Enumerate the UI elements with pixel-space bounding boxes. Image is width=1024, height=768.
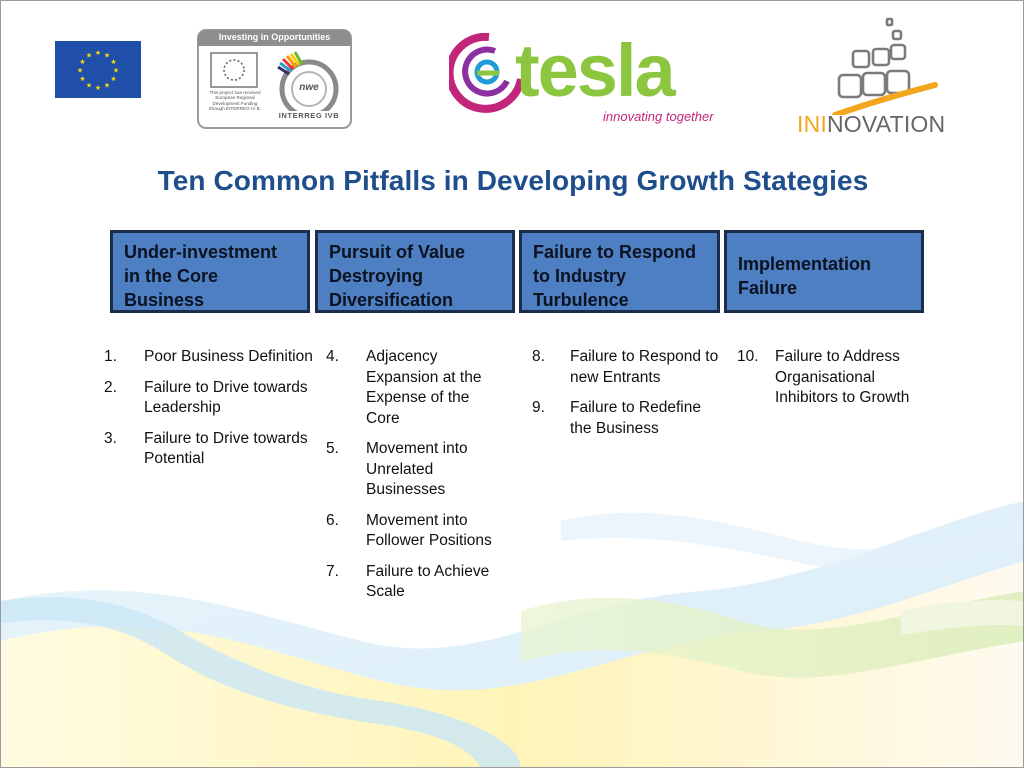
interreg-nwe-text: nwe: [299, 82, 319, 93]
eu-flag-logo: [55, 41, 141, 98]
list-item: [326, 439, 511, 501]
item-number: 9.: [532, 399, 545, 416]
item-number: 7.: [326, 562, 339, 580]
tesla-logo: [449, 31, 724, 127]
item-text: Movement into Unrelated Businesses: [366, 440, 468, 498]
list-item: [104, 347, 329, 368]
list-item: [532, 398, 722, 439]
category-heading-line: to Industry: [533, 265, 626, 286]
svg-text:★: ★: [103, 81, 111, 90]
svg-text:★: ★: [85, 51, 93, 60]
ininovation-wordmark: [797, 111, 945, 138]
list-item: [532, 347, 722, 388]
svg-text:★: ★: [79, 75, 86, 83]
item-text: Failure to Drive towards Leadership: [144, 378, 308, 416]
list-item: [104, 429, 329, 470]
item-text: Failure to Respond to new Entrants: [570, 348, 719, 386]
category-heading-line: Diversification: [329, 289, 454, 310]
item-text: Failure to Drive towards Potential: [144, 429, 308, 467]
category-heading-line: Failure to Respond: [533, 241, 697, 262]
item-number: 3.: [104, 429, 117, 447]
pitfall-list-turbulence: [532, 347, 722, 449]
item-number: 10.: [737, 348, 759, 365]
svg-text:★: ★: [110, 75, 117, 83]
interreg-footer: INTERREG IVB: [278, 111, 340, 120]
list-item: [326, 562, 511, 603]
item-text: Movement into Follower Positions: [366, 511, 492, 549]
category-heading-line: Failure: [738, 277, 798, 298]
category-heading-line: Turbulence: [533, 289, 629, 310]
list-item: [104, 378, 329, 419]
list-item: [737, 347, 937, 409]
item-number: 4.: [326, 348, 339, 365]
item-number: 1.: [104, 348, 117, 365]
interreg-header: Investing in Opportunities: [218, 32, 331, 42]
interreg-funding-text: This project has received European Regional Development Funding through INTERREG IV B.: [209, 90, 261, 112]
item-number: 5.: [326, 440, 339, 457]
item-text: Failure to Achieve Scale: [366, 562, 490, 600]
svg-text:★: ★: [76, 66, 84, 75]
category-heading-line: Implementation: [738, 253, 872, 274]
slide-title: Ten Common Pitfalls in Developing Growth Stategies: [157, 165, 869, 196]
pitfall-list-diversification: [326, 347, 511, 613]
category-heading-line: in the Core: [124, 265, 219, 286]
item-number: 6.: [326, 511, 339, 529]
pitfall-list-implementation: [737, 347, 937, 419]
item-number: 8.: [532, 348, 545, 365]
category-heading-line: Under-investment: [124, 241, 278, 262]
svg-text:★: ★: [79, 58, 86, 66]
item-text: Poor Business Definition: [144, 348, 313, 365]
list-item: [326, 511, 511, 552]
item-text: Adjacency Expansion at the Expense of the Core: [366, 348, 482, 427]
category-box-core: [110, 230, 310, 313]
tesla-wordmark: tesla: [515, 29, 674, 112]
category-box-turbulence: [519, 230, 720, 313]
ininovation-prefix: INI: [797, 111, 827, 137]
category-box-implementation: [724, 230, 924, 313]
list-item: [326, 347, 511, 429]
item-text: Failure to Redefine the Business: [570, 399, 701, 437]
svg-text:★: ★: [112, 66, 120, 75]
ininovation-suffix: NOVATION: [827, 111, 946, 137]
svg-text:★: ★: [110, 58, 117, 66]
ininovation-logo: [795, 15, 971, 139]
pitfall-list-core: [104, 347, 329, 480]
svg-text:★: ★: [94, 84, 102, 92]
item-text: Failure to Address Organisational Inhibitors to Growth: [775, 348, 910, 406]
category-heading-line: Business: [124, 289, 205, 310]
category-box-diversification: [315, 230, 515, 313]
svg-text:★: ★: [94, 49, 102, 57]
category-heading-line: Pursuit of Value: [329, 241, 466, 262]
tesla-tagline: innovating together: [603, 109, 714, 124]
interreg-logo: [197, 29, 352, 129]
svg-text:★: ★: [85, 81, 93, 90]
item-number: 2.: [104, 378, 117, 396]
svg-text:★: ★: [103, 51, 111, 60]
category-heading-line: Destroying: [329, 265, 424, 286]
